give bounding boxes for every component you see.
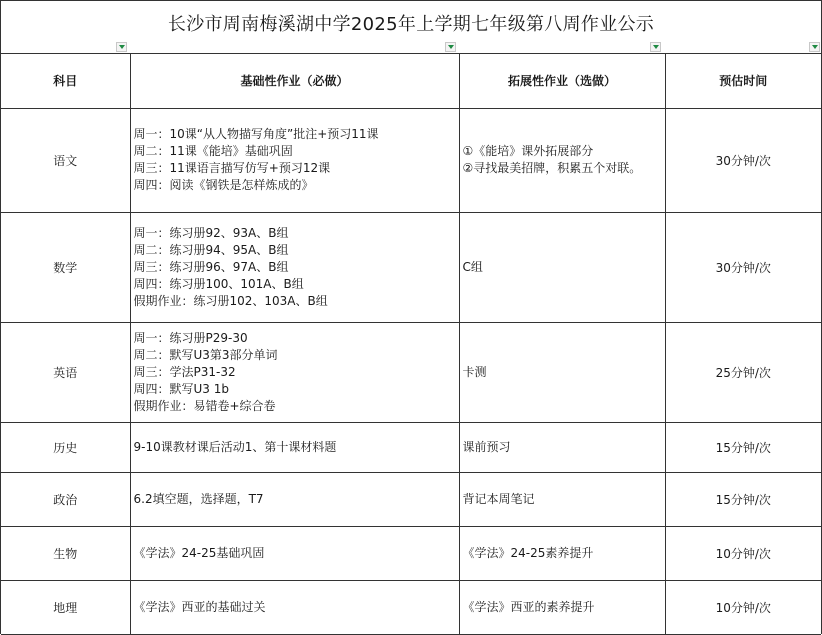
- dropdown-arrow-icon: [119, 45, 125, 49]
- basic-line: 周一：10课“从人物描写角度”批注+预习11课: [133, 127, 379, 141]
- basic-line: 6.2填空题，选择题，T7: [133, 491, 264, 506]
- table-row: [1, 422, 821, 472]
- extended-line: C组: [462, 259, 483, 274]
- basic-line: 周二：默写U3第3部分单词: [133, 347, 278, 362]
- table-row: [1, 322, 821, 422]
- basic-cell[interactable]: [130, 212, 459, 322]
- extended-cell[interactable]: [459, 108, 665, 212]
- basic-line: 周二：练习册94、95A、B组: [133, 242, 289, 257]
- table-row: [1, 108, 821, 212]
- basic-cell[interactable]: [130, 422, 459, 472]
- basic-line: 周四：练习册100、101A、B组: [133, 276, 304, 291]
- basic-cell[interactable]: [130, 580, 459, 634]
- filter-dropdown-basic[interactable]: [445, 42, 456, 52]
- basic-line: 9-10课教材课后活动1、第十课材料题: [133, 439, 337, 454]
- basic-line: 假期作业：练习册102、103A、B组: [133, 293, 328, 308]
- header-basic[interactable]: 基础性作业（必做）: [130, 54, 459, 108]
- subject-cell[interactable]: 历史: [1, 422, 130, 472]
- dropdown-arrow-icon: [448, 45, 454, 49]
- basic-line: 周二：11课《能培》基础巩固: [133, 144, 293, 158]
- time-cell[interactable]: 15分钟/次: [665, 422, 821, 472]
- homework-table: [1, 54, 821, 635]
- basic-line: 周一：练习册92、93A、B组: [133, 225, 289, 240]
- subject-cell[interactable]: 数学: [1, 212, 130, 322]
- basic-line: 周三：11课语言描写仿写+预习12课: [133, 161, 331, 175]
- basic-line: 周一：练习册P29-30: [133, 330, 248, 345]
- time-cell[interactable]: 10分钟/次: [665, 580, 821, 634]
- subject-cell[interactable]: 语文: [1, 108, 130, 212]
- title-row: [1, 1, 821, 54]
- subject-cell[interactable]: 政治: [1, 472, 130, 526]
- extended-line: 《学法》24-25素养提升: [462, 545, 594, 560]
- filter-dropdown-time[interactable]: [809, 42, 820, 52]
- basic-line: 周三：练习册96、97A、B组: [133, 259, 289, 274]
- extended-cell[interactable]: [459, 422, 665, 472]
- extended-line: 课前预习: [462, 439, 511, 454]
- extended-cell[interactable]: [459, 580, 665, 634]
- basic-line: 周四：阅读《钢铁是怎样炼成的》: [133, 178, 314, 192]
- subject-cell[interactable]: 英语: [1, 322, 130, 422]
- dropdown-arrow-icon: [653, 45, 659, 49]
- basic-line: 周四：默写U3 1b: [133, 381, 229, 396]
- basic-cell[interactable]: [130, 108, 459, 212]
- table-row: [1, 526, 821, 580]
- extended-line: ②寻找最美招牌，积累五个对联。: [462, 161, 642, 175]
- extended-cell[interactable]: [459, 472, 665, 526]
- time-cell[interactable]: 15分钟/次: [665, 472, 821, 526]
- basic-line: 《学法》24-25基础巩固: [133, 545, 265, 560]
- subject-cell[interactable]: 地理: [1, 580, 130, 634]
- sheet-title: 长沙市周南梅溪湖中学2025年上学期七年级第八周作业公示: [167, 14, 655, 35]
- table-row: [1, 472, 821, 526]
- basic-cell[interactable]: [130, 472, 459, 526]
- basic-line: 假期作业：易错卷+综合卷: [133, 398, 276, 413]
- extended-cell[interactable]: [459, 322, 665, 422]
- time-cell[interactable]: 30分钟/次: [665, 212, 821, 322]
- header-extended[interactable]: 拓展性作业（选做）: [459, 54, 665, 108]
- header-time[interactable]: 预估时间: [665, 54, 821, 108]
- basic-cell[interactable]: [130, 526, 459, 580]
- header-subject[interactable]: 科目: [1, 54, 130, 108]
- time-cell[interactable]: 10分钟/次: [665, 526, 821, 580]
- subject-cell[interactable]: 生物: [1, 526, 130, 580]
- basic-line: 《学法》西亚的基础过关: [133, 599, 266, 614]
- table-row: [1, 212, 821, 322]
- extended-cell[interactable]: [459, 526, 665, 580]
- basic-cell[interactable]: [130, 322, 459, 422]
- extended-line: 《学法》西亚的素养提升: [462, 599, 595, 614]
- filter-dropdown-extended[interactable]: [650, 42, 661, 52]
- extended-cell[interactable]: [459, 212, 665, 322]
- extended-line: ①《能培》课外拓展部分: [462, 144, 594, 158]
- dropdown-arrow-icon: [812, 45, 818, 49]
- table-row: [1, 580, 821, 634]
- extended-line: 背记本周笔记: [462, 491, 535, 506]
- header-row: [1, 54, 821, 108]
- time-cell[interactable]: 25分钟/次: [665, 322, 821, 422]
- time-cell[interactable]: 30分钟/次: [665, 108, 821, 212]
- filter-dropdown-subject[interactable]: [116, 42, 127, 52]
- extended-line: 卡测: [462, 364, 487, 379]
- basic-line: 周三：学法P31-32: [133, 364, 236, 379]
